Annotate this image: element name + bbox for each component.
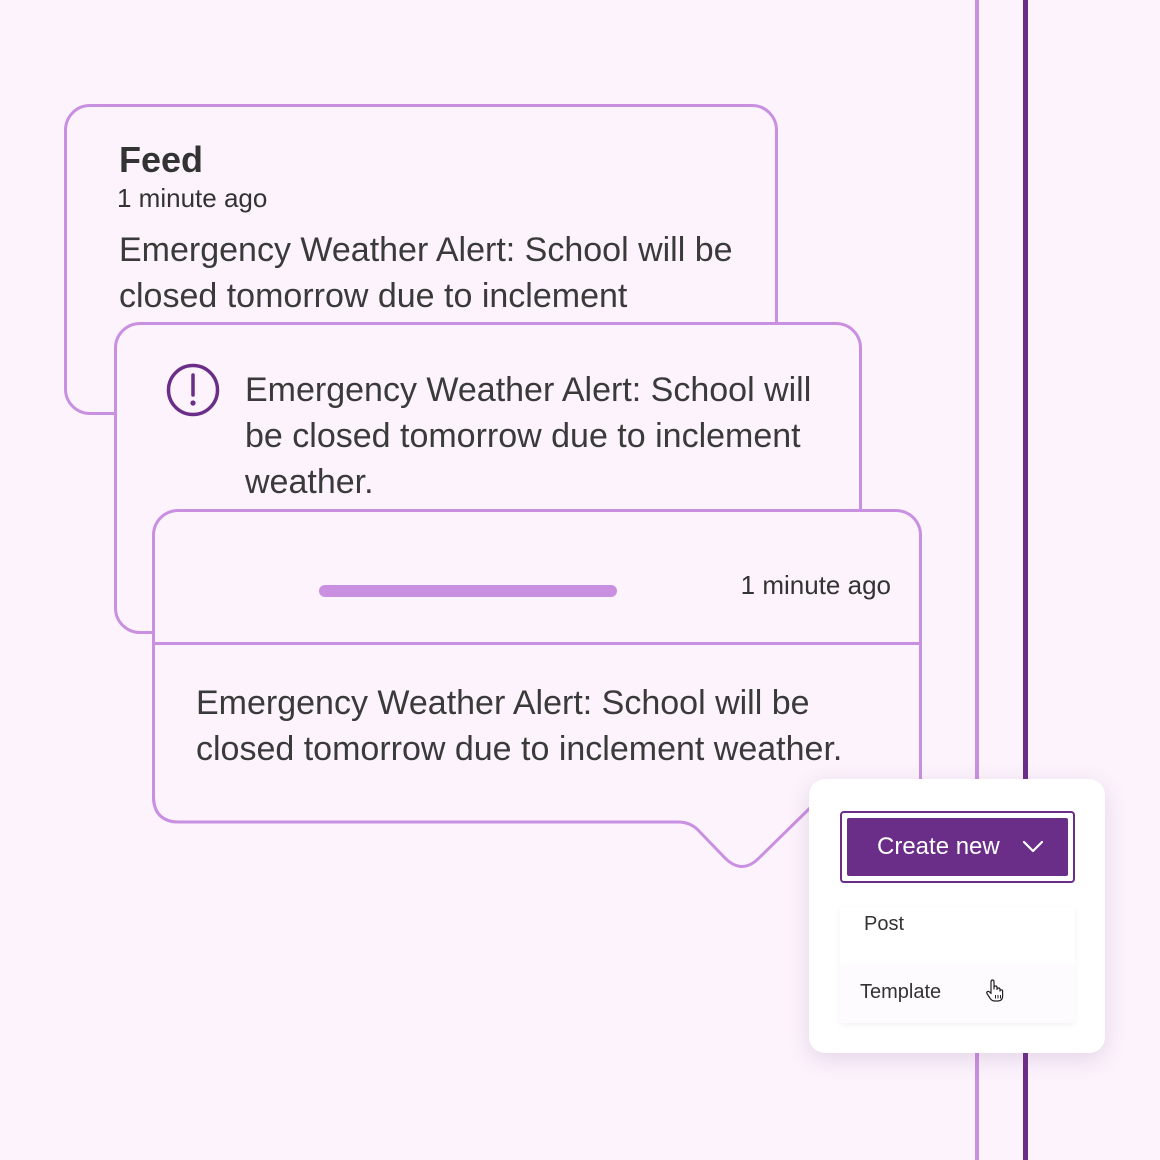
message-timestamp: 1 minute ago [740,570,891,600]
create-new-button[interactable] [847,818,1068,876]
exclamation-circle-icon [166,363,220,417]
menu-item-template[interactable] [840,965,1075,1023]
alert-message: Emergency Weather Alert: School will be closed tomorrow due to inclement weather. [245,371,812,501]
message-card-header [155,512,919,645]
create-menu-panel [809,779,1105,1053]
create-new-label: Create new [877,833,1000,860]
menu-item-label: Post [864,913,905,935]
create-new-button-focus-ring [840,811,1075,883]
speech-bubble-tail [152,740,922,880]
feed-title: Feed [119,139,204,180]
hand-pointer-icon [985,979,1005,1003]
menu-item-label: Template [860,981,942,1003]
message-text: Emergency Weather Alert: School will be closed tomorrow due to inclement weather. [196,684,843,768]
feed-timestamp: 1 minute ago [117,183,268,213]
chevron-down-icon [1022,840,1044,854]
menu-item-post[interactable] [840,907,1075,965]
placeholder-bar [319,585,617,597]
feed-message: Emergency Weather Alert: School will be closed tomorrow due to inclement [119,231,733,315]
